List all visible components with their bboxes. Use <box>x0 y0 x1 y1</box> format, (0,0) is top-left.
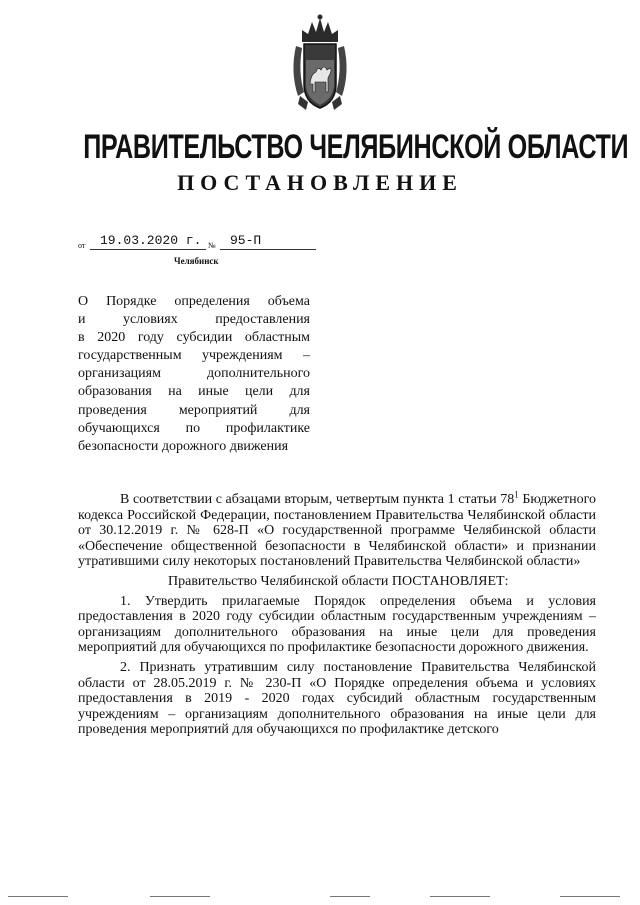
page-bottom-edge <box>0 896 640 900</box>
subject-line: обучающихся по профилактике <box>78 420 310 436</box>
document-type: ПОСТАНОВЛЕНИЕ <box>177 170 463 195</box>
subject-line: и условиях предоставления <box>78 312 310 328</box>
subject-line: проведения мероприятий для <box>78 402 310 418</box>
coat-of-arms-icon <box>288 12 352 116</box>
number-label: № <box>208 241 216 250</box>
number-underline <box>220 249 316 250</box>
preamble-text: В соответствии с абзацами вторым, четвертым пункта 1 статьи 78 <box>120 492 515 507</box>
date-underline <box>90 249 206 250</box>
preamble-paragraph <box>78 489 597 570</box>
subject-line: образования на иные цели для <box>78 384 310 400</box>
subject-line: в 2020 году субсидии областным <box>78 330 310 346</box>
subject-line: организациям дополнительного <box>78 366 310 382</box>
document-meta <box>78 233 318 269</box>
document-date: 19.03.2020 г. <box>100 233 202 248</box>
subject-line: безопасности дорожного движения <box>78 438 289 454</box>
document-subject <box>78 293 310 456</box>
document-city: Челябинск <box>174 256 219 266</box>
preamble-text-continued: Бюджетного кодекса Российской Федерации, постановлением Правительства Челябинской области от 30.12.2019 г. № 628-П «О государственной программе Челябинской области «Обеспечение общественной безопасности в Челябинской области» и признании утратившими силу некоторых постановлений Правительства Челябинской области» <box>78 492 597 570</box>
government-title: ПРАВИТЕЛЬСТВО ЧЕЛЯБИНСКОЙ ОБЛАСТИ <box>83 128 629 166</box>
document-body <box>78 489 597 742</box>
subject-line: государственным учреждениям – <box>78 348 310 364</box>
clause-1: 1. Утвердить прилагаемые Порядок определения объема и условия предоставления в 2020 году субсидии областным государственным учреждениям – организациям дополнительного образования на иные цели для проведения мероприятий для обучающихся по профилактике безопасности дорожного движения. <box>78 593 596 656</box>
document-number: 95-П <box>230 233 262 248</box>
subject-line: О Порядке определения объема <box>78 294 310 309</box>
resolution-heading: Правительство Челябинской области ПОСТАНОВЛЯЕТ: <box>168 573 509 589</box>
clause-2: 2. Признать утратившим силу постановление Правительства Челябинской области от 28.05.2019 г. № 230-П «О Порядке определения объема и условиях предоставления в 2019 - 2020 годах субсидий областным государственным учреждениям – организациям дополнительного образования на иные цели для проведения мероприятий для обучающихся по профилактике детского <box>78 659 596 738</box>
from-label: от <box>78 241 86 250</box>
article-superscript: 1 <box>514 489 519 500</box>
